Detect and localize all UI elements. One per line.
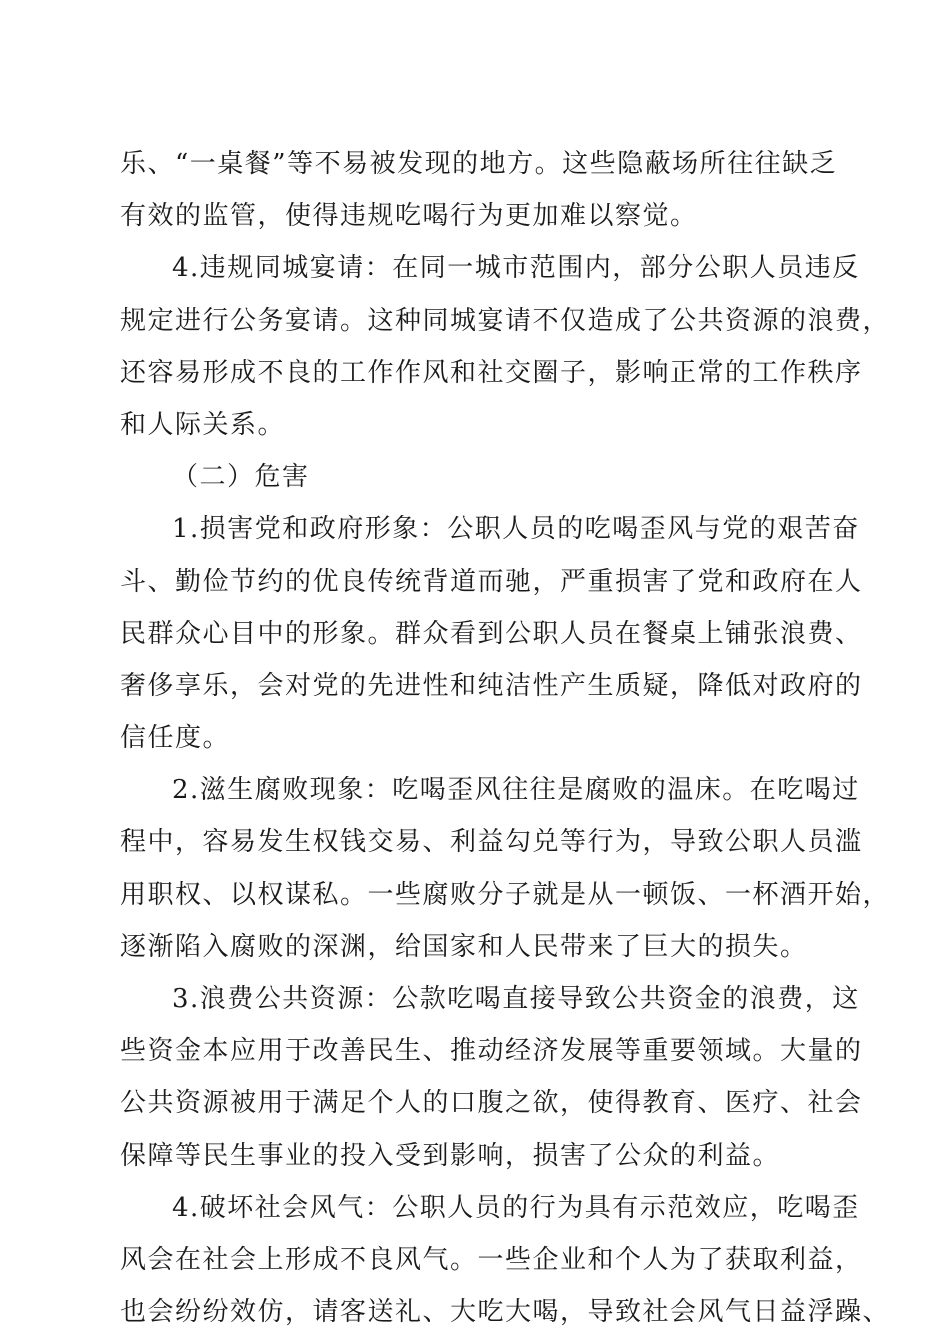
text-line: 规定进行公务宴请。这种同城宴请不仅造成了公共资源的浪费， [120, 305, 891, 336]
paragraph-start-line: 4.违规同城宴请：在同一城市范围内，部分公职人员违反 [172, 253, 860, 284]
paragraph-start-line: 2.滋生腐败现象：吃喝歪风往往是腐败的温床。在吃喝过 [172, 775, 860, 806]
text-line: 还容易形成不良的工作作风和社交圈子，影响正常的工作秩序 [120, 357, 863, 388]
text-line: 和人际关系。 [120, 409, 286, 440]
paragraph-start-line: 3.浪费公共资源：公款吃喝直接导致公共资金的浪费，这 [172, 984, 860, 1014]
text-line: 民群众心目中的形象。群众看到公职人员在餐桌上铺张浪费、 [120, 618, 863, 649]
text-line: 信任度。 [120, 723, 231, 754]
body-text [120, 138, 891, 1338]
text-line: 有效的监管，使得违规吃喝行为更加难以察觉。 [120, 201, 698, 232]
text-line: 乐、“一桌餐”等不易被发现的地方。这些隐蔽场所往往缺乏 [120, 149, 838, 179]
text-line: 些资金本应用于改善民生、推动经济发展等重要领域。大量的 [120, 1036, 863, 1067]
paragraph-start-line: 4.破坏社会风气：公职人员的行为具有示范效应，吃喝歪 [172, 1192, 860, 1223]
text-line: 奢侈享乐，会对党的先进性和纯洁性产生质疑，降低对政府的 [120, 670, 863, 701]
paragraph-start-line: 1.损害党和政府形象：公职人员的吃喝歪风与党的艰苦奋 [172, 514, 860, 545]
text-line: 用职权、以权谋私。一些腐败分子就是从一顿饭、一杯酒开始， [120, 879, 891, 910]
section-heading: （二）危害 [172, 462, 310, 493]
text-line: 风会在社会上形成不良风气。一些企业和个人为了获取利益， [120, 1244, 863, 1275]
text-line: 公共资源被用于满足个人的口腹之欲，使得教育、医疗、社会 [120, 1088, 863, 1119]
text-line: 逐渐陷入腐败的深渊，给国家和人民带来了巨大的损失。 [120, 931, 808, 962]
text-line: 程中，容易发生权钱交易、利益勾兑等行为，导致公职人员滥 [120, 827, 863, 858]
text-line: 保障等民生事业的投入受到影响，损害了公众的利益。 [120, 1140, 781, 1171]
text-line: 也会纷纷效仿，请客送礼、大吃大喝，导致社会风气日益浮躁、 [120, 1297, 891, 1328]
text-line: 斗、勤俭节约的优良传统背道而驰，严重损害了党和政府在人 [120, 566, 863, 597]
